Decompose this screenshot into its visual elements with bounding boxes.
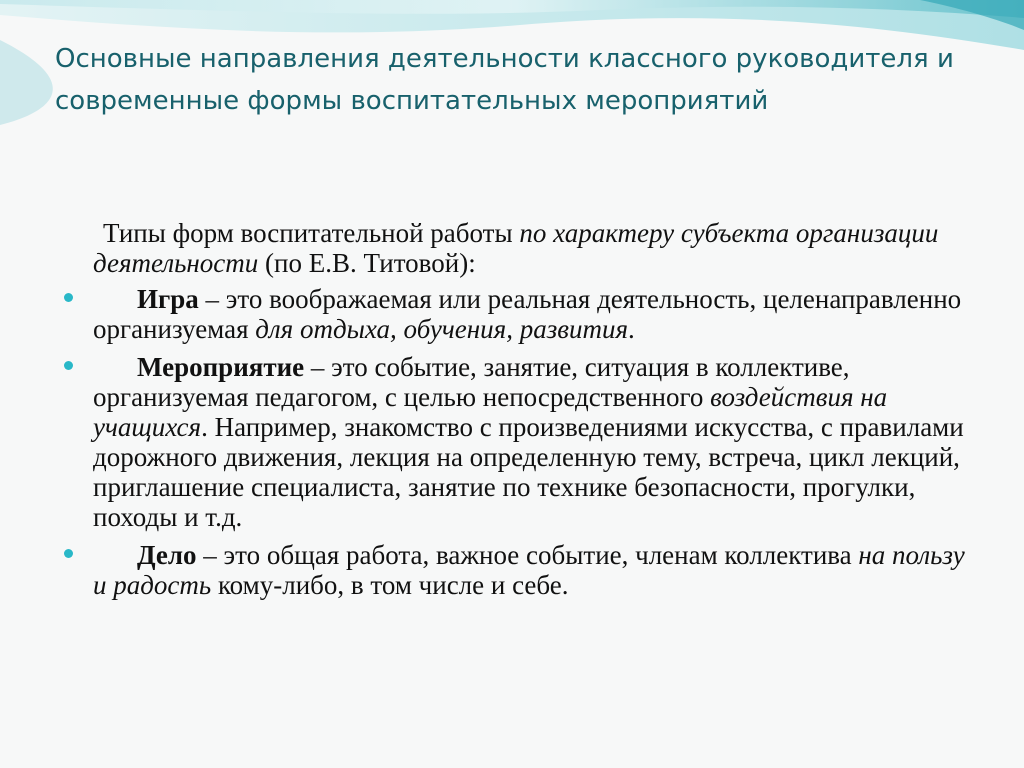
- bullet-icon: [64, 361, 73, 370]
- list-item: [56, 352, 976, 532]
- item-text-end: .: [628, 314, 635, 344]
- item-text: – это воображаемая или реальная деятельность, целенаправленно организуемая: [93, 284, 962, 344]
- item-italic: воздействия на учащихся: [93, 382, 888, 442]
- list-item: [56, 540, 976, 600]
- slide-body: [56, 218, 976, 608]
- intro-text: Типы форм воспитательной работы: [103, 218, 520, 248]
- item-text: – это общая работа, важное событие, членам коллектива: [196, 540, 859, 570]
- term-event: Мероприятие: [137, 352, 305, 382]
- slide-title: Основные направления деятельности классного руководителя и современные формы воспитательных мероприятий: [55, 44, 954, 116]
- item-text-end: кому-либо, в том числе и себе.: [211, 570, 569, 600]
- item-text: – это событие, занятие, ситуация в коллективе, организуемая педагогом, с целью непосредственного: [93, 352, 850, 412]
- item-italic: на пользу и радость: [93, 540, 965, 600]
- bullet-icon: [64, 293, 73, 302]
- intro-italic: по характеру субъекта организации деятельности: [93, 218, 939, 278]
- item-text-end: . Например, знакомство с произведениями искусства, с правилами дорожного движения, лекция на определенную тему, встреча, цикл лекций, приглашение специалиста, занятие по технике безопасности, прогулки, походы и т.д.: [93, 412, 964, 532]
- intro-paragraph: [56, 218, 976, 278]
- term-deed: Дело: [137, 540, 197, 570]
- intro-tail: (по Е.В. Титовой):: [258, 248, 476, 278]
- bullet-icon: [64, 549, 73, 558]
- list-item: [56, 284, 976, 344]
- term-game: Игра: [137, 284, 199, 314]
- item-italic: для отдыха, обучения, развития: [255, 314, 629, 344]
